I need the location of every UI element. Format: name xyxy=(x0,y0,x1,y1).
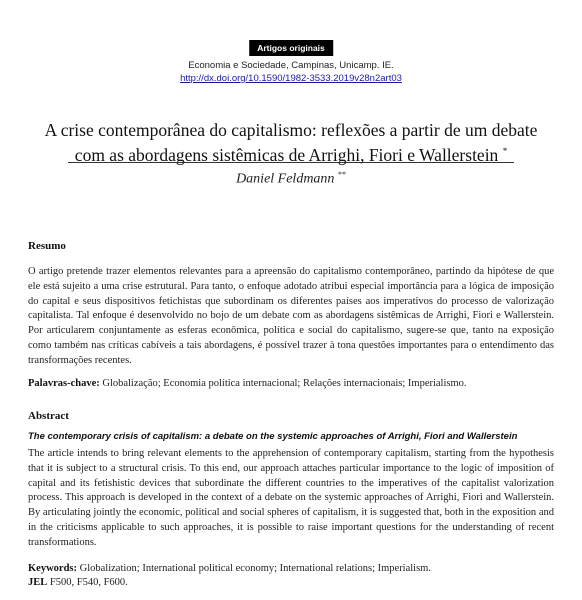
author-name xyxy=(0,170,582,188)
resumo-keywords-label: Palavras-chave: xyxy=(28,378,100,389)
resumo-keywords-text: Globalização; Economia política internacional; Relações internacionais; Imperialismo. xyxy=(102,378,467,389)
author-name-text: Daniel Feldmann xyxy=(236,171,335,187)
doi-link[interactable]: http://dx.doi.org/10.1590/1982-3533.2019v28n2art03 xyxy=(180,73,402,84)
title-line-2-text: com as abordagens sistêmicas de Arrighi, Fiori e Wallerstein xyxy=(74,144,499,165)
title-line-1: A crise contemporânea do capitalismo: reflexões a partir de um debate xyxy=(44,120,538,140)
title-divider xyxy=(68,162,514,163)
resumo-heading: Resumo xyxy=(28,240,66,252)
abstract-keywords xyxy=(28,562,554,576)
title-footnote-mark[interactable]: * xyxy=(502,146,508,156)
abstract-title: The contemporary crisis of capitalism: a debate on the systemic approaches of Arrighi, Fiori and Wallerstein xyxy=(28,431,518,442)
journal-line: Economia e Sociedade, Campinas, Unicamp. IE. xyxy=(188,60,394,71)
resumo-body: O artigo pretende trazer elementos relevantes para a apreensão do capitalismo contemporâneo, partindo da hipótese de que ele está sujeito a uma crise estrutural. Para tanto, o enfoque adotado atribui especial importância para a lógica de imposição do capital e seus dispositivos fetichistas que subordinam os diferentes países aos imperativos do processo de valorização capitalista. Tal enfoque é desenvolvido no bojo de um debate com as abordagens sistêmicas de Arrighi, Fiori e Wallerstein. Por articularem conjuntamente as esferas econômica, política e social do capitalismo, sugere-se que, tanto na exposição como também nas críticas cabíveis a tais abordagens, é possível trazer à tona questões importantes para o entendimento das transformações recentes. xyxy=(28,266,554,366)
section-badge: Artigos originais xyxy=(249,40,333,56)
author-footnote-mark[interactable]: ** xyxy=(337,170,346,179)
jel-text: F500, F540, F600. xyxy=(49,577,128,588)
abstract-keywords-text: Globalization; International political economy; International relations; Imperialism. xyxy=(79,563,431,574)
jel-codes xyxy=(28,576,554,590)
abstract-body: The article intends to bring relevant elements to the apprehension of contemporary capitalism, starting from the hypothesis that it is subject to a structural crisis. To this end, our approach attaches particular importance to the logic of imposition of capital and its fetishistic devices that subordinate the different countries to the imperatives of the capitalist valorization process. This approach is developed in the context of a debate on the systemic approaches of Arrighi, Fiori and Wallerstein. By articulating jointly the economic, political and social spheres of capitalism, it is suggested that, both in the exposition and in the criticisms applicable to such approaches, it is possible to raise important questions for the understanding of recent transformations. xyxy=(28,448,554,548)
abstract-keywords-label: Keywords: xyxy=(28,563,77,574)
abstract-heading: Abstract xyxy=(28,410,69,422)
jel-label: JEL xyxy=(28,577,48,588)
resumo-keywords xyxy=(28,377,554,391)
article-title xyxy=(20,120,562,166)
